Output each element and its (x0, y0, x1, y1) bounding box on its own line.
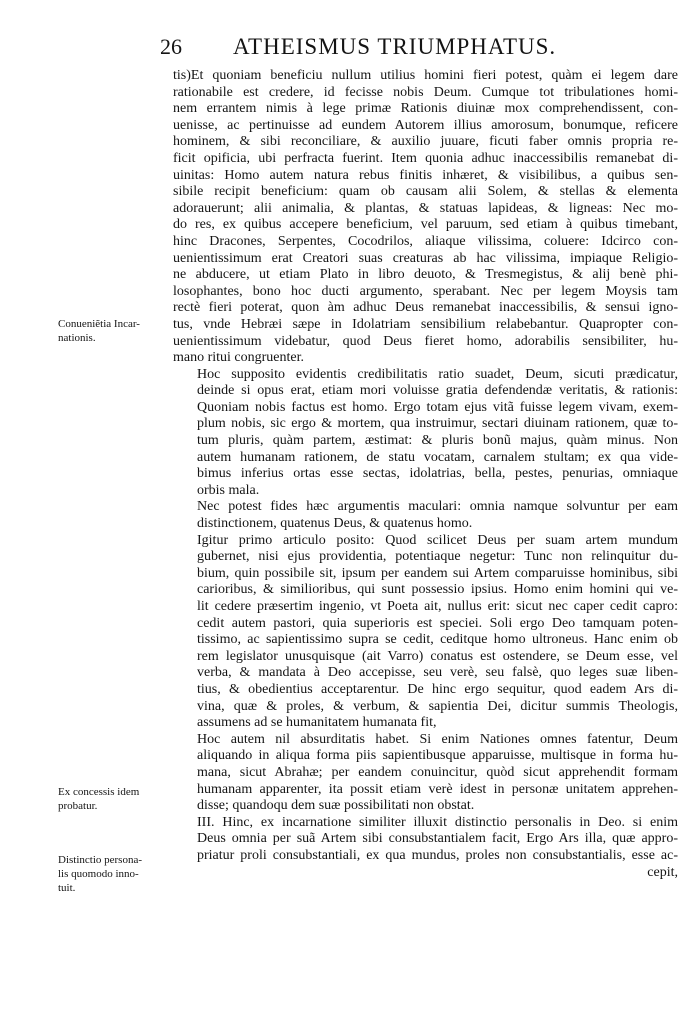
margin-note-line: probatur. (58, 800, 98, 812)
running-head: ATHEISMUS TRIUMPHATUS. (233, 34, 557, 59)
text-line: tius, & obedientius acceptarentur. De hinc ergo sequitur, quod eadem Ars di- (197, 681, 678, 697)
text-line: cedit autem pastori, quia superioris est speciei. Soli ergo Deo tamquam poten- (197, 615, 678, 631)
text-line: hinc Dracones, Serpentes, Cocodrilos, aliaque vilissima, coluere: Idcirco con- (173, 233, 678, 249)
text-line: nem errantem nimis à lege primæ Rationis diuinæ mox comprehendissent, con- (173, 101, 678, 117)
text-line: carioribus, & similioribus, qui sunt possessio ipsius. Homo enim homini qui ve- (197, 582, 678, 598)
margin-note-ex-concessis (58, 785, 168, 813)
catchword: cepit, (647, 864, 678, 880)
text-line: autem humanam rationem, de statu vocatam, carnalem stultam; ex qua vide- (197, 449, 678, 465)
text-line: adorauerunt; alii animalia, & plantas, & statuas lapideas, & ligneas: Nec mo- (173, 200, 678, 216)
paragraph (173, 732, 678, 815)
margin-note-line: Distinctio persona- (58, 854, 143, 866)
text-line: Deus omnia per suã Artem sibi consubstantialem facit, Ergo Ars illa, quæ appro- (197, 831, 678, 847)
text-line: distinctionem, quatenus Deus, & quatenus homo. (197, 516, 473, 532)
paragraph (173, 499, 678, 532)
text-line: Hoc supposito evidentis credibilitatis ratio suadet, Deum, sicuti prædicatur, (197, 366, 678, 382)
text-line: aliquando in aliqua forma piis sapientibusque apparuisse, multisque in forma hu- (197, 748, 678, 764)
text-line: rectè fieri poterat, quon àm adhuc Deus remanebat inaccessibilis, & sensui igno- (173, 300, 678, 316)
text-line: humanam apparenter, ita possit etiam verè idest in personæ unitatem apprehen- (197, 781, 678, 797)
paragraph (173, 533, 678, 732)
text-line: Quoniam nobis factus est homo. Ergo totam ejus vitã fuisse legem vivam, exem- (197, 399, 678, 415)
text-line: hominem, & sibi reconciliare, & auxilio juuare, ficuti faber omnis propria re- (173, 134, 678, 150)
text-line: ficit opificia, ubi perfracta fuerint. Item quonia adhuc inaccessibilis remanebat di- (173, 150, 678, 166)
body-text (173, 68, 678, 881)
margin-note-line: tuit. (58, 882, 76, 894)
text-line: tus, vnde Hebræi sæpe in Idolatriam sensibilium relabebantur. Quapropter con- (173, 316, 678, 332)
text-line: vina, quæ & proles, & verbum, & sapientia Dei, dicitur summis Theologis, (197, 698, 678, 714)
margin-note-incarnation (58, 317, 168, 345)
text-line: tis)Et quoniam beneficiu nullum utilius homini fieri potest, quàm ei legem dare (173, 68, 678, 83)
text-line: losophantes, bono hoc ducti argumento, sperabant. Nec per legem Moysis tam (173, 283, 678, 299)
text-line: lit cedere præsertim ingenio, vt Poeta ait, nullus erit: sicut nec caper cedit capro: (197, 599, 678, 614)
paragraph (173, 367, 678, 500)
text-line: uenientissimum erat Creatori suas creaturas ab hac vilissima, impiaque Religio- (173, 250, 678, 266)
text-line: uenientissimum videbatur, quod Deus fieret homo, adorabilis sensibiliter, hu- (173, 333, 678, 349)
text-line: rem legislator unusquisque (ait Varro) conatus est ostendere, se Deum esse, vel (197, 648, 678, 664)
text-line: disse; quandoqu dem suæ possibilitati non obstat. (197, 798, 475, 814)
text-line: mana, sicut Abrahæ; per eandem conuincitur, quòd sicut apprehendit formam (197, 764, 678, 780)
text-line: assumens ad se humanitatem humanata fit, (197, 715, 437, 731)
text-line: rationabile est credere, id fecisse nobis Deum. Cumque tot tribulationes homi- (173, 84, 678, 100)
paragraph (173, 815, 678, 865)
text-line: III. Hinc, ex incarnatione similiter illuxit distinctio personalis in Deo. si enim (197, 814, 678, 830)
text-line: ne abducere, ut etiam Plato in libro deuoto, & Tresmegistus, & alij benè phi- (173, 267, 678, 283)
text-line: bium, quin possibile sit, ipsum per eandem sui Artem comparuisse hominibus, sibi (197, 565, 678, 581)
margin-note-line: Conueniẽtia Incar- (58, 318, 140, 330)
paragraph (173, 68, 678, 367)
text-line: orbis mala. (197, 482, 260, 498)
text-line: mano ritui congruenter. (173, 350, 305, 366)
text-line: Igitur primo articulo posito: Quod scilicet Deus per suam artem mundum (197, 532, 678, 548)
page-number: 26 (160, 34, 182, 59)
text-line: tum pluris, quàm partem, æstimat: & pluris bonũ majus, quàm minus. Non (197, 433, 678, 449)
text-line: Nec potest fides hæc argumentis maculari: omnia namque solvuntur per eam (197, 499, 678, 515)
text-line: Hoc autem nil absurditatis habet. Si enim Nationes omnes fatentur, Deum (197, 731, 678, 747)
margin-note-line: lis quomodo inno- (58, 868, 139, 880)
text-line: do res, ex quibus accepere beneficium, vel paruum, sed etiam à quibus timebant, (173, 217, 678, 233)
text-line: priatur proli consubstantiali, ex qua mundus, proles non consubstantialis, esse ac- (197, 847, 678, 863)
text-line: plum nobis, sic ergo & mortem, qua instruimur, sectari diuinam rationem, quæ to- (197, 416, 678, 432)
margin-note-line: nationis. (58, 332, 96, 344)
text-line: uinitas: Homo autem natura rebus finitis inhæret, & visibilibus, a quibus sen- (173, 167, 678, 183)
margin-note-distinctio (58, 853, 168, 895)
text-line: gubernet, nisi ejus providentia, potentiaque negetur: Tunc non relinquitur du- (197, 549, 678, 565)
text-line: deinde si opus erat, etiam mori voluisse gratia defendendæ veritatis, & rationis: (197, 383, 678, 399)
text-line: verba, & mandata à Deo accepisse, seu verè, seu falsè, quo leges suæ liben- (197, 665, 678, 681)
text-line: tissimo, ac sapientissimo supra se cedit, ceditque homo ultroneus. Hanc enim ob (197, 632, 678, 648)
text-line: sibile recipit beneficium: quam ob causam alii Solem, & stellas & elementa (173, 184, 678, 200)
text-line: uenisse, ac pertinuisse ad eundem Autorem illius amorosum, bonumque, reficere (173, 117, 678, 133)
text-line: bimus inferius ortas esse sectas, idolatrias, bella, pestes, penurias, omniaque (197, 466, 678, 482)
margin-note-line: Ex concessis idem (58, 786, 140, 798)
